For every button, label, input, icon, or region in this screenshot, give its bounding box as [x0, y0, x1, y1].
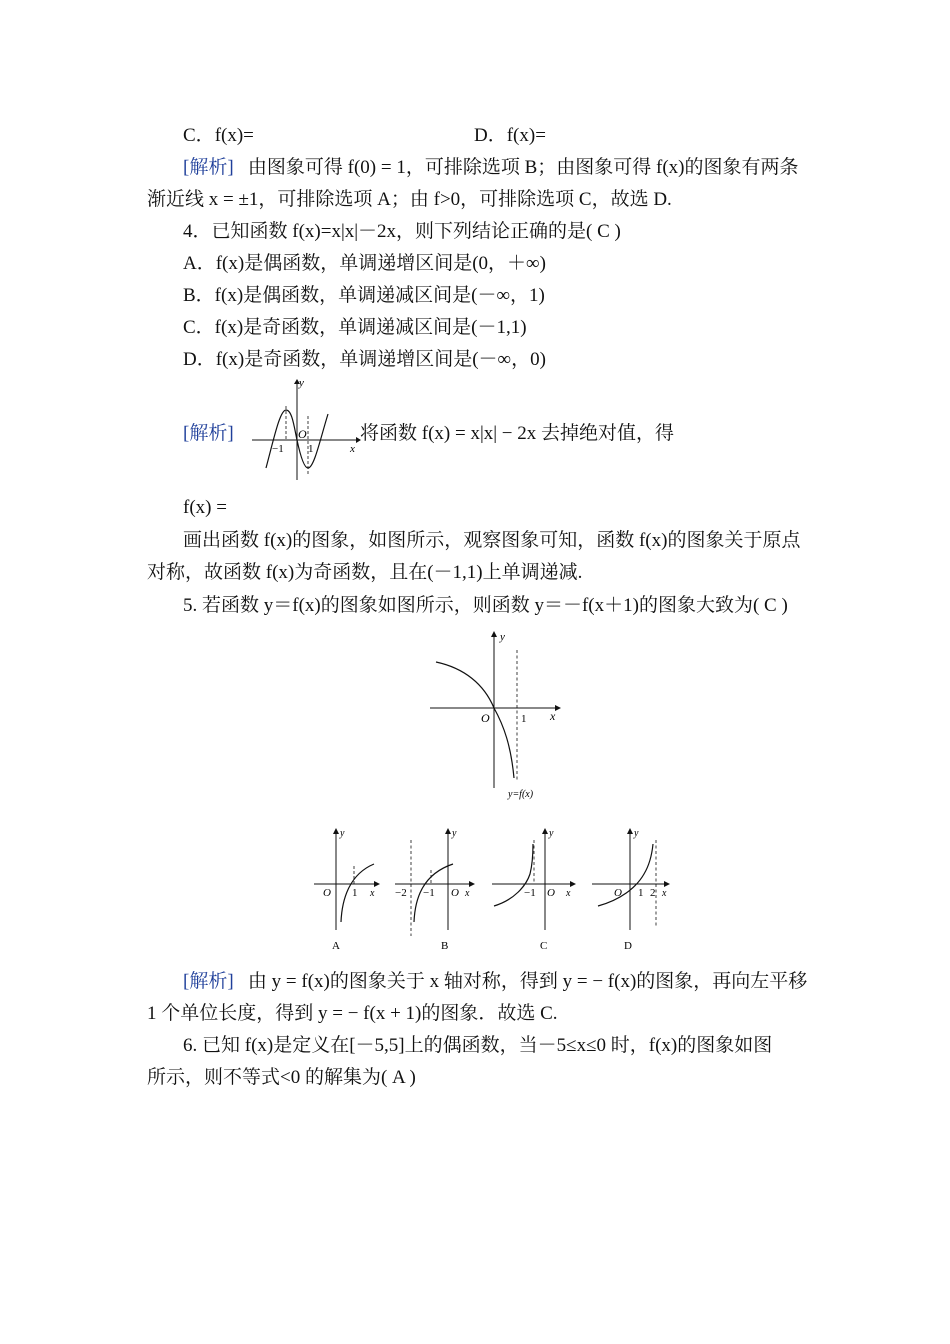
q5-main-y-arrow: [491, 631, 497, 637]
q5-choice-a-origin: O: [323, 887, 331, 899]
q4-solution-line2: 画出函数 f(x)的图象，如图所示，观察图象可知，函数 f(x)的图象关于原点: [183, 530, 801, 551]
svg-text:y: y: [549, 828, 554, 839]
q4-solution-line3: 对称，故函数 f(x)为奇函数，且在(－1,1)上单调递减.: [147, 562, 583, 583]
q4-option-c: C．f(x)是奇函数，单调递减区间是(－1,1): [183, 317, 527, 338]
q4-option-a: A．f(x)是偶函数，单调递增区间是(0，＋∞): [183, 253, 546, 274]
q3-solution-tag: [解析]: [183, 157, 234, 178]
q5-main-x-label: x: [550, 709, 556, 723]
q4-solution-tag: [解析]: [183, 423, 234, 444]
q5-solution-line1: [解析] 由 y = f(x)的图象关于 x 轴对称，得到 y = − f(x)的图象，再向左平移: [183, 971, 808, 992]
q5-stem: 5. 若函数 y＝f(x)的图象如图所示，则函数 y＝－f(x＋1)的图象大致为( C ): [183, 595, 788, 616]
q3-option-d-fn: f(x)=: [506, 125, 546, 146]
q5-main-graph: [428, 628, 564, 803]
q5-choice-b-origin: O: [451, 887, 459, 899]
q5-main-origin-label: O: [481, 711, 490, 725]
q4-graph-x-label: x: [350, 443, 355, 455]
q4-graph-y-label: y: [299, 377, 304, 389]
svg-text:y: y: [340, 828, 345, 839]
q5-choice-d-tick-1: 1: [638, 887, 644, 899]
q4-option-d: D．f(x)是奇函数，单调递增区间是(－∞，0): [183, 349, 546, 370]
q3-option-d: D．f(x)=: [474, 125, 546, 146]
svg-text:x: x: [370, 888, 375, 899]
q5-choice-d-graph: [590, 826, 674, 954]
q4-stem: 4．已知函数 f(x)=x|x|－2x，则下列结论正确的是( C ): [183, 221, 621, 242]
svg-text:x: x: [566, 888, 571, 899]
q5-solution-tag: [解析]: [183, 971, 234, 992]
q5-choice-a-tick: 1: [352, 887, 358, 899]
q6-stem-line2: 所示，则不等式<0 的解集为( A ): [147, 1067, 416, 1088]
q5-choice-d-origin: O: [614, 887, 622, 899]
q3-option-c-fn: f(x)=: [214, 125, 254, 146]
svg-text:x: x: [465, 888, 470, 899]
q5-choice-c-letter: C: [540, 940, 548, 952]
q3-solution-line1: [解析] 由图象可得 f(0) = 1，可排除选项 B；由图象可得 f(x)的图象有两条: [183, 157, 799, 178]
svg-text:x: x: [662, 888, 667, 899]
q5-main-y-label: y: [500, 631, 505, 643]
q4-option-b: B．f(x)是偶函数，单调递减区间是(－∞，1): [183, 285, 545, 306]
q5-choice-b-tick-neg2: −2: [395, 887, 407, 899]
q5-main-caption: y=f(x): [508, 789, 534, 800]
q5-choice-a-graph: [312, 826, 382, 954]
q5-choice-c-graph: [490, 826, 578, 954]
q4-fx-equals: f(x) =: [183, 497, 227, 518]
q5-choice-c-tick-neg1: −1: [524, 887, 536, 899]
q5-choice-c-origin: O: [547, 887, 555, 899]
q5-choice-b-letter: B: [441, 940, 449, 952]
q5-main-x-arrow: [555, 705, 561, 711]
q5-choice-d-letter: D: [624, 940, 632, 952]
q5-solution-line2: 1 个单位长度，得到 y = − f(x + 1)的图象．故选 C.: [147, 1003, 558, 1024]
q4-graph-origin-label: O: [298, 427, 307, 441]
q5-choice-b-graph: [393, 826, 477, 954]
q4-solution-after-figure: 将函数 f(x) = x|x| − 2x 去掉绝对值，得: [360, 423, 675, 444]
svg-text:y: y: [634, 828, 639, 839]
q3-option-c: C．f(x)=: [183, 125, 254, 146]
q6-stem-line1: 6. 已知 f(x)是定义在[－5,5]上的偶函数，当－5≤x≤0 时，f(x)的图象如图: [183, 1035, 773, 1056]
q5-main-curve: [436, 662, 514, 778]
svg-text:y: y: [452, 828, 457, 839]
q3-solution-line2: 渐近线 x = ±1，可排除选项 A；由 f>0，可排除选项 C，故选 D.: [147, 189, 672, 210]
q5-main-tick-1: 1: [521, 713, 527, 725]
q5-choice-a-letter: A: [332, 940, 340, 952]
q4-graph-tick-neg1: −1: [272, 443, 284, 455]
q5-choice-b-tick-neg1: −1: [423, 887, 435, 899]
q4-graph-tick-pos1: 1: [308, 443, 314, 455]
q5-choice-d-tick-2: 2: [650, 887, 656, 899]
q5-choice-d-curve: [598, 844, 653, 906]
q4-graph-figure: [250, 376, 362, 482]
